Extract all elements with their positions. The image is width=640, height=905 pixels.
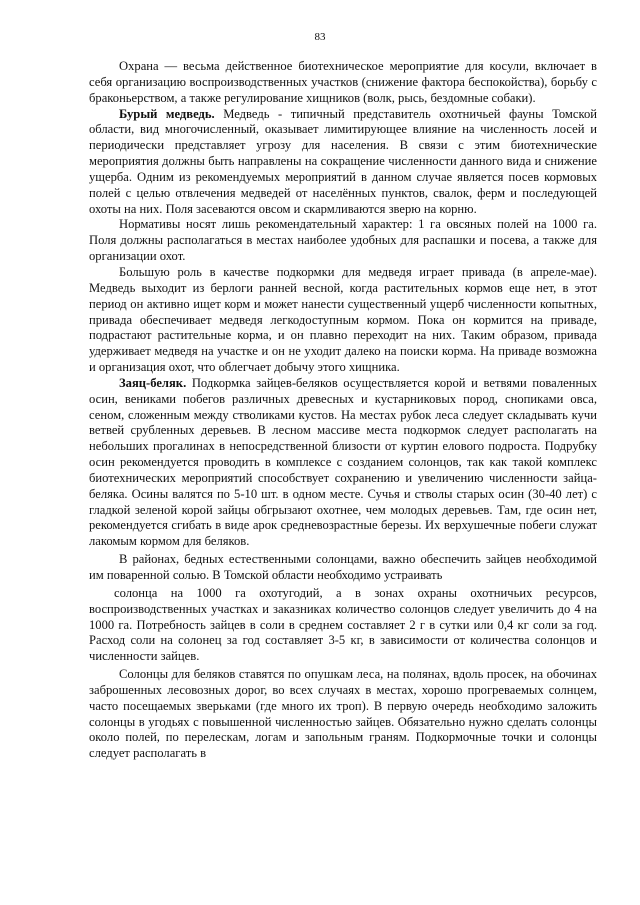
body-text xyxy=(89,59,597,762)
paragraph-roe-deer-protection xyxy=(89,59,597,107)
paragraph-text: Нормативы носят лишь рекомендательный характер: 1 га овсяных полей на 1000 га. Поля должны располагаться в местах наиболее удобных для распашки и посева, а также для организации охот. xyxy=(89,217,597,264)
section-heading-mountain-hare: Заяц-беляк. xyxy=(119,375,187,390)
paragraph-text: Охрана — весьма действенное биотехническое мероприятие для косули, включает в себя организацию воспроизводственных участков (снижение фактора беспокойства), борьбу с браконьерством, а также регулирование хищников (волк, рысь, бездомные собаки). xyxy=(89,59,597,105)
paragraph-text: солонца на 1000 га охотугодий, а в зонах охраны охотничьих ресурсов, воспроизводственных участках и заказниках количество солонцов следует увеличить до 4 на 1000 га. Потребность зайцев в соли в среднем составляет 2 г в сутки или 0,4 кг соли за год. Расход соли на солонец за год составляет 3-5 кг, в зависимости от количества солонцов и численности зайцев. xyxy=(89,585,597,664)
paragraph-text: Подкормка зайцев-беляков осуществляется корой и ветвями поваленных осин, вениками побегов различных древесных и кустарниковых пород, снопиками овса, сеном, сложенным между стволиками кустов. На местах рубок леса следует складывать кучи ветвей срубленных деревьев. В лесном массиве места подкормок следует располагать на небольших прогалинах в непосредственной близости от куртин елового подроста. Подрубку осин рекомендуется проводить в комплексе с созданием солонцов, так как такой комплекс биотехнических мероприятий способствует сохранению и увеличению численности зайца-беляка. Осины валятся по 5-10 шт. в одном месте. Сучья и стволы старых осин (30-40 лет) с гладкой зеленой корой зайцы обгрызают охотнее, чем молодых деревьев. Там, где осин нет, рекомендуется сгибать в виде арок средневозрастные березы. Их верхушечные побеги служат лакомым кормом для беляков. xyxy=(89,375,597,549)
page-number: 83 xyxy=(314,31,326,43)
paragraph-text: Большую роль в качестве подкормки для медведя играет привада (в апреле-мае). Медведь выходит из берлоги ранней весной, когда растительных кормов еще нет, в этот период он активно ищет корм и может нанести существенный ущерб численности копытных, привада обеспечивает медведя легкодоступным кормом. Пока он кормится на приваде, подрастают растительные корма, и он плавно переходит на них. Таким образом, привада удерживает медведя на участке и он не уходит далеко на поиски корма. На приваде возможна и организация охот, что облегчает добычу этого хищника. xyxy=(89,264,597,375)
paragraph-text: Медведь - типичный представитель охотничьей фауны Томской области, вид многочисленный, оказывает лимитирующее влияние на численность лосей и периодически представляет угрозу для населения. В связи с этим биотехнические мероприятия должны быть направлены на сокращение численности данного вида и снижение ущерба. Одним из рекомендуемых мероприятий в данном случае является посев кормовых полей с целью отвлечения медведей от населённых пунктов, свалок, ферм и последующей охоты на них. Поля засеваются овсом и скармливаются зверю на корню. xyxy=(89,106,598,216)
section-heading-brown-bear: Бурый медведь. xyxy=(119,106,215,121)
paragraph-text: В районах, бедных естественными солонцами, важно обеспечить зайцев необходимой им поваренной солью. В Томской области необходимо устраивать xyxy=(89,552,597,582)
paragraph-mountain-hare xyxy=(89,376,597,550)
paragraph-norms xyxy=(89,217,597,265)
paragraph-salt-licks-placement xyxy=(89,667,597,762)
paragraph-text: Солонцы для беляков ставятся по опушкам леса, на полянах, вдоль просек, на обочинах заброшенных лесовозных дорог, во всех случаях в местах, хорошо прогреваемых солнцем, часто посещаемых зверьками (где много их троп). В первую очередь необходимо заложить солонцы в угодьях с повышенной численностью зайцев. Обязательно нужно сделать солонцы около полей, по перелескам, логам и запольным граням. Подкормочные точки и солонцы следует располагать в xyxy=(89,667,597,761)
paragraph-salt-licks-norms xyxy=(89,586,597,665)
paragraph-bait xyxy=(89,265,597,376)
paragraph-brown-bear xyxy=(89,107,597,218)
paragraph-salt-regions xyxy=(89,552,597,584)
